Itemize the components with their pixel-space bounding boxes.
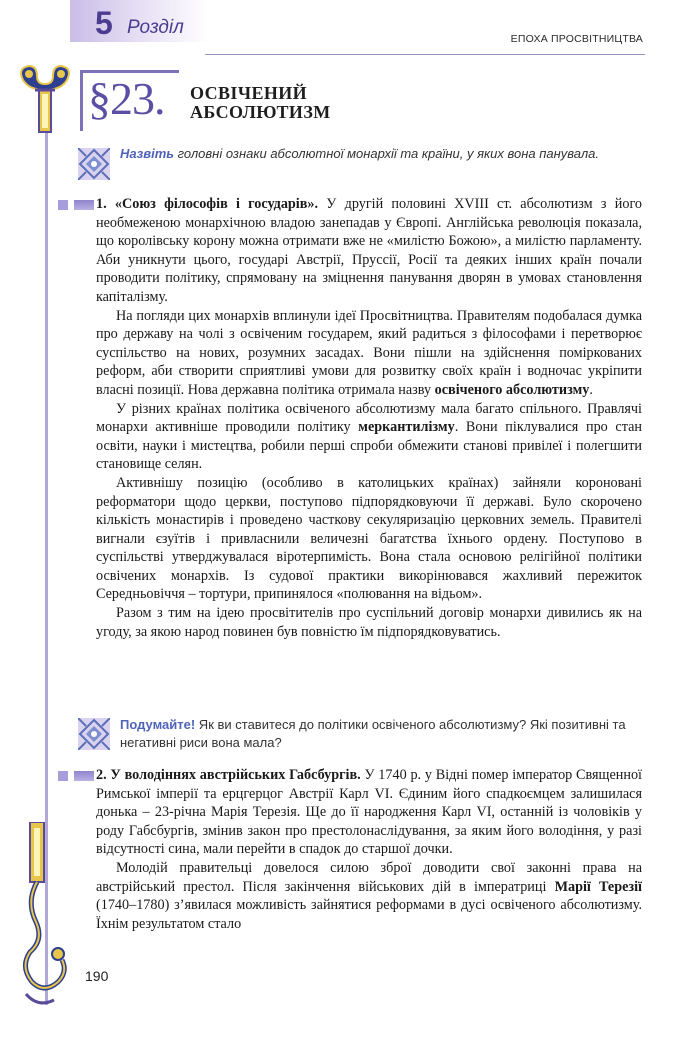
paragraph-title — [190, 84, 331, 122]
task-text: головні ознаки абсолютної монархії та країни, у яких вона панувала. — [174, 146, 600, 161]
task-pattern-icon — [78, 148, 110, 180]
section-marker — [58, 771, 68, 781]
section-marker-bar — [74, 200, 94, 210]
section-1-paragraph-1: 1. «Союз філософів і государів». У другій половині XVIII ст. абсолютизм з його необмеженою монархічною владою занепадав у Європі. Англійська революція показала, що королівську корону можна отримати вже не «милістю Божою», а милістю парламенту. Аби уникнути цього, государі Австрії, Пруссії, Росії та деяких інших країн почали проводити політику, спрямовану на зміцнення панування дворян в умовах становлення капіталізму. — [96, 196, 643, 305]
section-1-paragraph-5: Разом з тим на ідею просвітителів про суспільний договір монархи дивились як на угоду, за якою народ повинен був повністю їм підпорядковуватись. — [96, 605, 642, 640]
chapter-number: 5 — [95, 5, 113, 41]
chapter-word: Розділ — [127, 17, 184, 38]
paragraph-number: §23. — [88, 73, 165, 124]
section-1-paragraph-2: На погляди цих монархів вплинули ідеї Просвітництва. Правителям подобалася думка про державу на чолі з освіченим государем, який радиться з філософами і перетворює суспільство на нових, розумних засадах. Вони пішли на здійснення поміркованих реформ, аби створити сприятливі умови для розвитку своїх країн і водночас укріпити власні позиції. Нова державна політика отримала назву освіченого абсолютизму. — [96, 307, 642, 398]
think-text: Як ви ставитеся до політики освіченого абсолютизму? Які позитивні та негативні риси вона мала? — [120, 717, 626, 750]
ornament-top-icon — [15, 60, 75, 135]
think-pattern-icon — [78, 718, 110, 750]
section-2-paragraph-2: Молодій правительці довелося силою зброї доводити свої законні права на австрійський престол. Після закінчення військових дій в імператриці Марії Терезії (1740–1780) з’явилася можливість зайнятися реформами в дусі освіченого абсолютизму. Їхнім результатом стало — [96, 859, 642, 932]
section-1 — [96, 195, 642, 641]
section-2-heading: 2. У володіннях австрійських Габсбургів. — [96, 767, 361, 783]
section-2 — [96, 766, 642, 933]
running-header: ЕПОХА ПРОСВІТНИЦТВА — [510, 33, 643, 45]
section-1-heading: 1. «Союз філософів і государів». — [96, 196, 319, 212]
term-enlightened-absolutism: освіченого абсолютизму — [434, 381, 590, 398]
paragraph-title-line1: ОСВІЧЕНИЙ — [190, 83, 308, 103]
term-mercantilism: меркантилізму — [358, 419, 455, 436]
section-marker-bar — [74, 771, 94, 781]
task-question — [120, 145, 640, 163]
section-marker — [58, 200, 68, 210]
section-2-paragraph-1: 2. У володіннях австрійських Габсбургів. У 1740 р. у Відні помер імператор Священної Римської імперії та ерцгерцог Австрії Карл VI. Єдиним його спадкоємцем залишилася донька – 23-річна Марія Терезія. Ще до її народження Карл VI, останній із чоловіків у роду Габсбургів, змінив закон про престолонаслідування, за яким його володіння, у разі відсутності сина, мали перейти в спадок до старшої дочки. — [96, 767, 642, 858]
page-number: 190 — [85, 968, 109, 984]
task-lead: Назвіть — [120, 146, 174, 161]
ornament-bottom-icon — [18, 822, 78, 1012]
think-lead: Подумайте! — [120, 717, 196, 732]
paragraph-title-line2: АБСОЛЮТИЗМ — [190, 102, 331, 122]
term-maria-theresa: Марії Терезії — [554, 878, 642, 895]
think-question — [120, 716, 640, 751]
header-divider — [205, 54, 645, 55]
section-1-paragraph-4: Активнішу позицію (особливо в католицьких країнах) зайняли короновані реформатори щодо церкви, поступово підпорядковуючи її державі. Було скорочено кількість монастирів і проведено часткову секуляризацію церковних земель. Правителі вигнали єзуїтів і привласнили величезні багатства їхнього ордену. Поступово в суспільстві утверджувалася віротерпимість. Вона стала основою релігійної політики освічених монархів. Із судової практики викорінювався жахливий пережиток Середньовіччя – тортури, припинялося «полювання на відьом». — [96, 474, 642, 603]
section-1-paragraph-3: У різних країнах політика освіченого абсолютизму мала багато спільного. Правлячі монархи активніше проводили політику меркантилізму. Вони піклувалися про стан освіти, науки і мистецтва, робили перші спроби обмежити станові привілеї і полегшити становище селян. — [96, 400, 642, 473]
